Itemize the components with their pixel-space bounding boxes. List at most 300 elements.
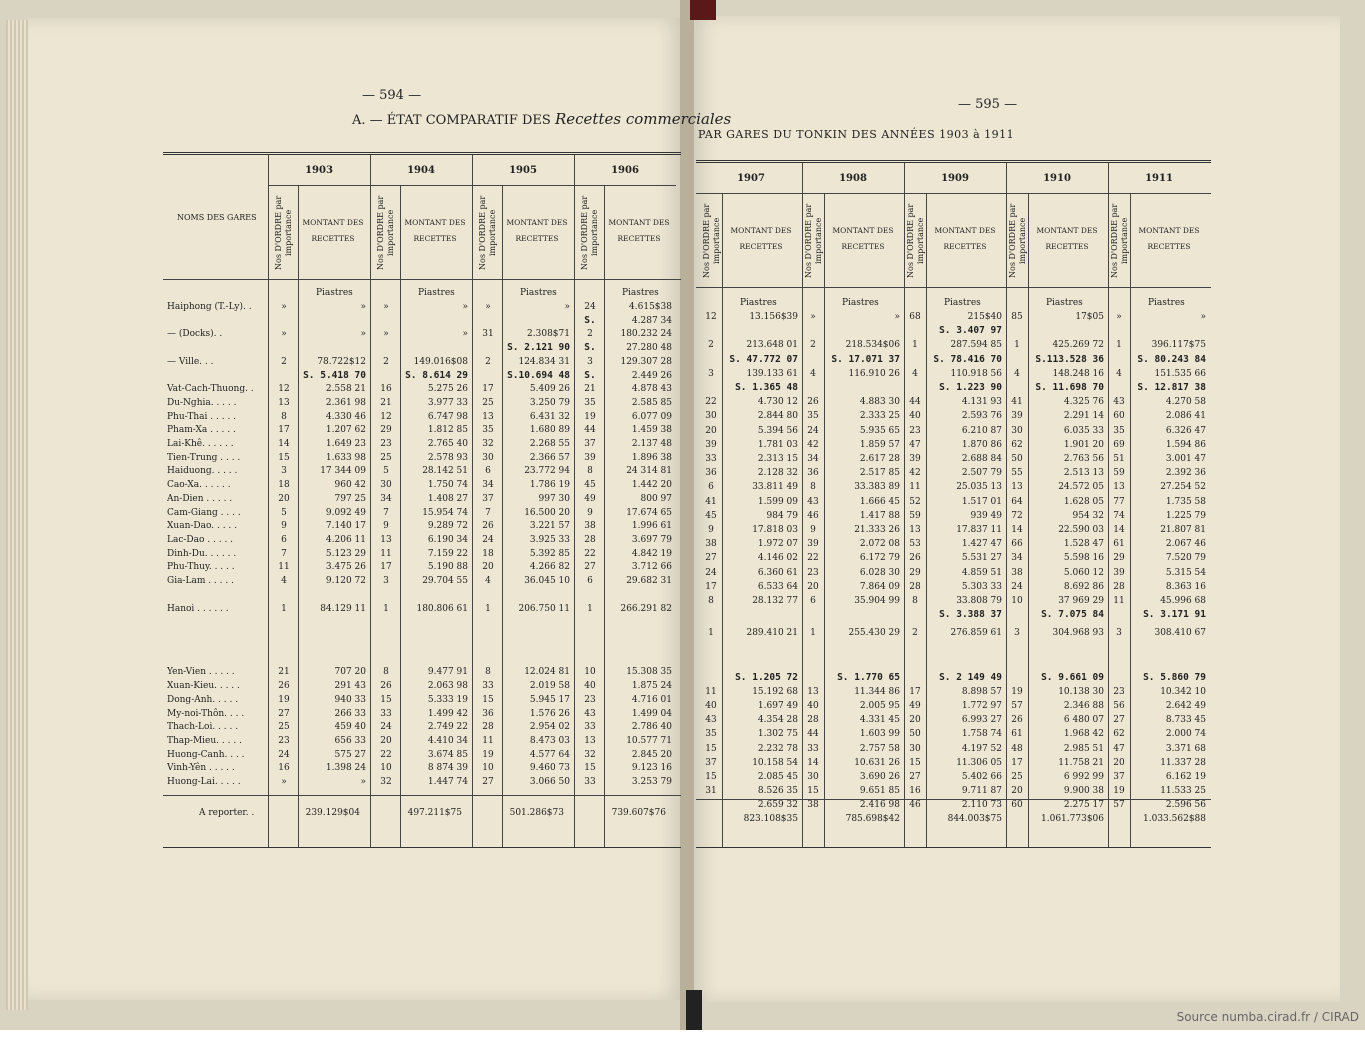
station-name: An-Dien . . . . . (167, 493, 233, 504)
ordre-value: 33 (380, 708, 392, 719)
ordre-value: 77 (1113, 496, 1125, 507)
ordre-value: 10 (1011, 596, 1023, 606)
recette-value: 29.682 31 (626, 576, 672, 586)
montant-header: MONTANT DES RECETTES (1036, 226, 1098, 251)
recette-value: 266 33 (334, 708, 366, 719)
recette-value: 2.333 25 (859, 411, 900, 422)
ordre-header: Nos D'ORDRE par importance (376, 195, 395, 271)
ordre-value: 40 (909, 411, 921, 422)
recette-value: 800 97 (640, 493, 672, 504)
recette-value: 17$05 (1075, 312, 1104, 322)
recette-value: 17.818 03 (752, 525, 798, 535)
ordre-value: 27 (705, 553, 717, 564)
column-divider (574, 155, 575, 847)
ordre-value: 74 (1113, 510, 1125, 521)
ordre-value: 52 (909, 496, 921, 507)
ordre-value: 19 (278, 694, 290, 705)
recette-value: S. 5.860 79 (1143, 671, 1206, 683)
recette-value: S. 1.770 65 (837, 671, 900, 683)
recette-value: 2.392 36 (1165, 468, 1206, 479)
ordre-value: 1 (281, 603, 287, 614)
recette-value: 4.883 30 (859, 397, 900, 408)
ordre-value: 72 (1011, 510, 1023, 521)
recette-value: 2.291 14 (1063, 411, 1104, 422)
recette-value: 425.269 72 (1052, 340, 1104, 351)
recette-value: S. 8.614 29 (405, 369, 468, 381)
ordre-value: 22 (380, 749, 392, 760)
recette-value: 17.674 65 (626, 507, 672, 518)
recette-value: 997 30 (538, 493, 570, 504)
recette-value: 2.128 32 (757, 468, 798, 479)
recette-value: 5.409 26 (529, 384, 570, 395)
recette-value: S. 2 149 49 (939, 671, 1002, 683)
recette-value: S. 80.243 84 (1137, 353, 1206, 365)
ordre-value: 33 (807, 743, 819, 754)
recette-value: 4.354 28 (757, 715, 798, 726)
total-value: 844.003$75 (947, 814, 1002, 824)
ordre-value: 38 (705, 539, 717, 550)
recette-value: 36.045 10 (524, 576, 570, 586)
ordre-value: 55 (1011, 468, 1023, 479)
ordre-value: 30 (380, 480, 392, 491)
recette-value: S. 7.075 84 (1041, 609, 1104, 621)
recette-value: 149.016$08 (413, 356, 468, 367)
ordre-value: 59 (909, 510, 921, 521)
recette-value: 9.120 72 (325, 576, 366, 586)
ordre-value: » (281, 302, 287, 312)
recette-value: 3.250 79 (529, 397, 570, 408)
recette-value: 2.954 02 (529, 722, 570, 733)
column-divider (370, 155, 371, 847)
recette-value: 17 344 09 (320, 466, 366, 477)
recette-value: 7.140 17 (325, 521, 366, 532)
recette-value: 12.024 81 (524, 667, 570, 678)
ordre-value: 15 (278, 452, 290, 463)
ordre-value: 39 (705, 439, 717, 450)
ordre-value: 13 (909, 525, 921, 535)
montant-header: MONTANT DES RECETTES (608, 218, 670, 243)
recette-value: 2.366 57 (529, 452, 570, 463)
ordre-value: S. (584, 342, 596, 354)
ordre-value: 24 (807, 425, 819, 436)
unit-label: Piastres (520, 288, 557, 298)
right-page-number: — 595 — (958, 97, 1018, 112)
column-divider (472, 155, 473, 847)
ordre-value: 38 (584, 521, 596, 532)
recette-value: 7.159 22 (427, 548, 468, 559)
recette-value: 3.977 33 (427, 397, 468, 408)
recette-value: S. 1.205 72 (735, 671, 798, 683)
ordre-header: Nos D'ORDRE par importance (1110, 203, 1129, 279)
ordre-value: 16 (278, 763, 290, 774)
ordre-value: 37 (705, 757, 717, 768)
station-name: Pham-Xa . . . . . (167, 425, 236, 436)
recette-value: 9.900 38 (1063, 786, 1104, 797)
ordre-value: 50 (909, 729, 921, 740)
ordre-value: 8 (383, 667, 389, 678)
ordre-value: 2 (587, 329, 593, 340)
recette-value: 8.898 57 (961, 686, 1002, 697)
ordre-value: 22 (705, 397, 717, 408)
recette-value: 21.333 26 (854, 525, 900, 535)
ordre-value: 33 (705, 454, 717, 464)
recette-value: 24 314 81 (626, 466, 672, 477)
ordre-value: 34 (1011, 553, 1023, 564)
ordre-value: 4 (281, 576, 287, 586)
ordre-value: 32 (584, 749, 596, 760)
recette-value: 5.060 12 (1063, 567, 1104, 578)
column-divider (802, 163, 803, 847)
ordre-value: 6 (810, 596, 816, 606)
ordre-value: 44 (584, 425, 596, 436)
ordre-value: 30 (909, 743, 921, 754)
recette-value: 4.131 93 (961, 397, 1002, 408)
recette-value: 9.460 73 (529, 763, 570, 774)
recette-value: 308.410 67 (1154, 628, 1206, 639)
recette-value: 2.232 78 (757, 743, 798, 754)
ordre-value: 15 (482, 694, 494, 705)
ordre-value: 49 (584, 493, 596, 504)
ordre-value: 56 (1113, 701, 1125, 711)
header-rule (696, 193, 1211, 194)
recette-value: 1.996 61 (631, 521, 672, 532)
ordre-value: 1 (708, 628, 714, 639)
ordre-value: 18 (278, 480, 290, 491)
ordre-value: 2 (912, 628, 918, 639)
recette-value: 4.716 01 (631, 694, 672, 705)
recette-value: 1.576 26 (529, 708, 570, 719)
ordre-value: 46 (807, 510, 819, 521)
year-header: 1906 (611, 165, 639, 176)
ordre-value: 20 (278, 493, 290, 504)
ordre-value: 35 (807, 411, 819, 422)
recette-value: 3.221 57 (529, 521, 570, 532)
ordre-value: 2 (281, 356, 287, 367)
ordre-value: » (810, 312, 816, 322)
ordre-value: 48 (1011, 743, 1023, 754)
recette-value: 28.142 51 (422, 466, 468, 477)
ordre-value: 17 (909, 686, 921, 697)
recette-value: 2.517 85 (859, 468, 900, 479)
recette-value: 8.526 35 (757, 786, 798, 797)
ordre-value: 30 (705, 411, 717, 422)
ordre-value: 29 (1113, 553, 1125, 564)
recette-value: 15.308 35 (626, 667, 672, 678)
ordre-value: 34 (807, 454, 819, 464)
recette-value: 6.028 30 (859, 567, 900, 578)
year-header: 1911 (1145, 173, 1173, 184)
recette-value: S. 78.416 70 (933, 353, 1002, 365)
recette-value: 17.837 11 (956, 525, 1002, 535)
ordre-value: 34 (380, 493, 392, 504)
ordre-value: 23 (584, 694, 596, 705)
recette-value: 9.123 16 (631, 763, 672, 774)
recette-value: 1.786 19 (529, 480, 570, 491)
ordre-value: 26 (380, 681, 392, 692)
ordre-value: 60 (1011, 800, 1023, 811)
recette-value: 2.000 74 (1165, 729, 1206, 740)
recette-value: 23.772 94 (524, 466, 570, 477)
montant-header: MONTANT DES RECETTES (1138, 226, 1200, 251)
ordre-header: Nos D'ORDRE par importance (804, 203, 823, 279)
recette-value: S. 17.071 37 (831, 353, 900, 365)
ordre-value: 3 (383, 576, 389, 586)
recette-value: 3.712 66 (631, 562, 672, 573)
recette-value: S. 47.772 07 (729, 353, 798, 365)
recette-value: 218.534$06 (845, 340, 900, 351)
ordre-value: 43 (1113, 397, 1125, 408)
ordre-value: 23 (807, 567, 819, 578)
recette-value: 1.499 42 (427, 708, 468, 719)
recette-value: 8.363 16 (1165, 581, 1206, 592)
recette-value: 1.735 58 (1165, 496, 1206, 507)
ordre-value: 5 (281, 507, 287, 518)
recette-value: S. 1.365 48 (735, 382, 798, 393)
total-value: 1.061.773$06 (1041, 814, 1104, 824)
ordre-value: 39 (807, 539, 819, 550)
ordre-value: 60 (1113, 411, 1125, 422)
recette-value: 1.398 24 (325, 763, 366, 774)
recette-value: 575 27 (334, 749, 366, 760)
recette-value: 9.711 87 (961, 786, 1002, 797)
ordre-value: 6 (708, 482, 714, 493)
recette-value: S. 12.817 38 (1137, 382, 1206, 393)
recette-value: 10.342 10 (1160, 686, 1206, 697)
ordre-value: 41 (705, 496, 717, 507)
ordre-value: 7 (281, 548, 287, 559)
recette-value: 1.417 88 (859, 510, 900, 521)
recette-value: 266.291 82 (620, 603, 672, 614)
recette-value: 6.326 47 (1165, 425, 1206, 436)
recette-value: 5.935 65 (859, 425, 900, 436)
station-name: Yen-Vien . . . . . (167, 667, 235, 678)
recette-value: 4.878 43 (631, 384, 672, 395)
station-name: — (Docks). . (167, 329, 223, 340)
recette-value: 129.307 28 (620, 356, 672, 367)
ordre-value: 24 (584, 302, 596, 312)
recette-value: 2.844 80 (757, 411, 798, 422)
recette-value: 215$40 (967, 312, 1002, 322)
year-header: 1903 (305, 165, 333, 176)
ordre-value: 46 (909, 800, 921, 811)
recette-value: 4.410 34 (427, 735, 468, 746)
ordre-value: 23 (909, 425, 921, 436)
unit-label: Piastres (316, 288, 353, 298)
ordre-value: 32 (482, 439, 494, 449)
recette-value: 5.303 33 (961, 581, 1002, 592)
recette-value: 5.392 85 (529, 548, 570, 559)
recette-value: 2.313 15 (757, 454, 798, 464)
recette-value: 5.394 56 (757, 425, 798, 436)
recette-value: 206.750 11 (518, 603, 570, 614)
recette-value: 6.747 98 (427, 411, 468, 422)
ordre-value: 62 (1011, 439, 1023, 450)
recette-value: 6 992 99 (1063, 772, 1104, 782)
ordre-value: 39 (1113, 567, 1125, 578)
recette-value: 276.859 61 (950, 628, 1002, 639)
total-value: 239.129$04 (305, 808, 360, 818)
ordre-value: 2 (708, 340, 714, 351)
ordre-value: 15 (584, 763, 596, 774)
recette-value: 1.408 27 (427, 493, 468, 504)
ordre-value: 8 (810, 482, 816, 493)
ordre-value: 27 (482, 777, 494, 787)
recette-value: 3.253 79 (631, 777, 672, 787)
ordre-value: 7 (383, 507, 389, 518)
ordre-value: 1 (912, 340, 918, 351)
recette-value: » (360, 329, 366, 340)
recette-value: 2.507 79 (961, 468, 1002, 479)
montant-header: MONTANT DES RECETTES (934, 226, 996, 251)
recette-value: 1.758 74 (961, 729, 1002, 740)
recette-value: 11.344 86 (854, 686, 900, 697)
recette-value: 2.449 26 (631, 370, 672, 381)
year-header: 1907 (737, 173, 765, 184)
ordre-value: 2 (485, 356, 491, 367)
right-title: PAR GARES DU TONKIN DES ANNÉES 1903 à 1911 (698, 128, 1015, 141)
recette-value: 45.996 68 (1160, 596, 1206, 606)
ordre-value: S. (584, 314, 596, 326)
recette-value: S. 3.388 37 (939, 609, 1002, 621)
ordre-value: 36 (482, 708, 494, 719)
recette-value: 6.162 19 (1165, 772, 1206, 782)
ordre-value: 32 (380, 777, 392, 787)
ordre-value: 23 (278, 735, 290, 746)
recette-value: 15.954 74 (422, 507, 468, 518)
ordre-value: 11 (909, 482, 921, 493)
ordre-value: 10 (482, 763, 494, 774)
recette-value: 255.430 29 (848, 628, 900, 639)
ordre-value: 68 (909, 312, 921, 322)
recette-value: 2.067 46 (1165, 539, 1206, 550)
recette-value: 84.129 11 (320, 603, 366, 614)
ordre-value: S. (584, 369, 596, 381)
recette-value: 8.733 45 (1165, 715, 1206, 726)
recette-value: 2.558 21 (325, 384, 366, 395)
ordre-value: 29 (380, 425, 392, 436)
recette-value: 291 43 (334, 681, 366, 692)
recette-value: 1.812 85 (427, 425, 468, 436)
recette-value: 1.697 49 (757, 701, 798, 711)
recette-value: 213.648 01 (746, 340, 798, 351)
recette-value: S. 2.121 90 (507, 342, 570, 354)
recette-value: 2.513 13 (1063, 468, 1104, 479)
station-name: Gia-Lam . . . . . (167, 576, 234, 586)
ordre-value: 36 (807, 468, 819, 479)
recette-value: 3.925 33 (529, 534, 570, 545)
left-table (163, 152, 681, 848)
ordre-value: 17 (482, 384, 494, 395)
ordre-value: 17 (705, 581, 717, 592)
ordre-value: 59 (1113, 468, 1125, 479)
recette-value: 1.459 38 (631, 425, 672, 436)
recette-value: 1.633 98 (325, 452, 366, 463)
recette-value: 10.577 71 (626, 735, 672, 746)
left-page-number: — 594 — (362, 88, 422, 103)
page-edges (6, 20, 28, 1010)
recette-value: 2.757 58 (859, 743, 900, 754)
ordre-value: 13 (482, 411, 494, 422)
recette-value: 2.346 88 (1063, 701, 1104, 711)
recette-value: 2.617 28 (859, 454, 900, 464)
recette-value: 1.870 86 (961, 439, 1002, 450)
header-rule (696, 287, 1211, 288)
ordre-value: 25 (380, 452, 392, 463)
ordre-value: 61 (1113, 539, 1125, 550)
recette-value: 21.807 81 (1160, 525, 1206, 535)
recette-value: 2.361 98 (325, 397, 366, 408)
total-label: A reporter. . (199, 808, 255, 818)
ordre-value: 38 (807, 800, 819, 811)
recette-value: 2.642 49 (1165, 701, 1206, 711)
station-name: Thap-Mieu. . . . . (167, 735, 242, 746)
ordre-value: 40 (584, 681, 596, 692)
ordre-value: 39 (909, 454, 921, 464)
montant-header: MONTANT DES RECETTES (302, 218, 364, 243)
recette-value: 1.517 01 (961, 496, 1002, 507)
recette-value: 7.520 79 (1165, 553, 1206, 564)
recette-value: 1.447 74 (427, 777, 468, 787)
ordre-value: 24 (278, 749, 290, 760)
ordre-value: 9 (708, 525, 714, 535)
recette-value: 2.308$71 (527, 329, 570, 340)
recette-value: 13.156$39 (749, 312, 798, 322)
ordre-value: 16 (909, 786, 921, 797)
recette-value: 5.190 88 (427, 562, 468, 573)
ordre-value: 61 (1011, 729, 1023, 740)
ordre-value: 1 (485, 603, 491, 614)
station-name: Dinh-Du. . . . . . (167, 548, 237, 559)
ordre-value: 11 (278, 562, 290, 573)
ordre-value: 30 (482, 452, 494, 463)
ordre-value: 6 (587, 576, 593, 586)
total-value: 785.698$42 (845, 814, 900, 824)
ordre-value: 57 (1011, 701, 1023, 711)
recette-value: 2.063 98 (427, 681, 468, 692)
left-title-prefix: A. — ÉTAT COMPARATIF DES (352, 113, 551, 128)
ordre-value: 9 (281, 521, 287, 532)
recette-value: 24.572 05 (1058, 482, 1104, 493)
ordre-value: 14 (1113, 525, 1125, 535)
recette-value: S.113.528 36 (1035, 353, 1104, 365)
ordre-value: 4 (1014, 368, 1020, 379)
ordre-value: » (1116, 312, 1122, 322)
station-name: Haiduong. . . . . (167, 466, 238, 477)
recette-value: 3.674 85 (427, 749, 468, 760)
ordre-value: 26 (278, 681, 290, 692)
ordre-value: 27 (584, 562, 596, 573)
recette-value: 28.132 77 (752, 596, 798, 606)
ordre-value: 26 (1011, 715, 1023, 726)
recette-value: 1.442 20 (631, 480, 672, 491)
ordre-value: 14 (1011, 525, 1023, 535)
recette-value: 6.993 27 (961, 715, 1002, 726)
recette-value: 151.535 66 (1154, 368, 1206, 379)
recette-value: S. 3.171 91 (1143, 609, 1206, 621)
station-name: Cam-Giang . . . . (167, 507, 241, 518)
station-name: Thach-Loi. . . . . (167, 722, 239, 733)
ordre-value: 12 (705, 312, 717, 322)
ordre-value: 19 (584, 411, 596, 422)
recette-value: 6.210 87 (961, 425, 1002, 436)
recette-value: 8.692 86 (1063, 581, 1104, 592)
station-name: Vat-Cach-Thuong. . (167, 384, 254, 395)
ordre-value: 64 (1011, 496, 1023, 507)
ordre-value: 50 (1011, 454, 1023, 464)
ordre-value: 1 (383, 603, 389, 614)
ordre-value: 14 (807, 757, 819, 768)
station-name: Huong-Canh. . . . (167, 749, 245, 760)
